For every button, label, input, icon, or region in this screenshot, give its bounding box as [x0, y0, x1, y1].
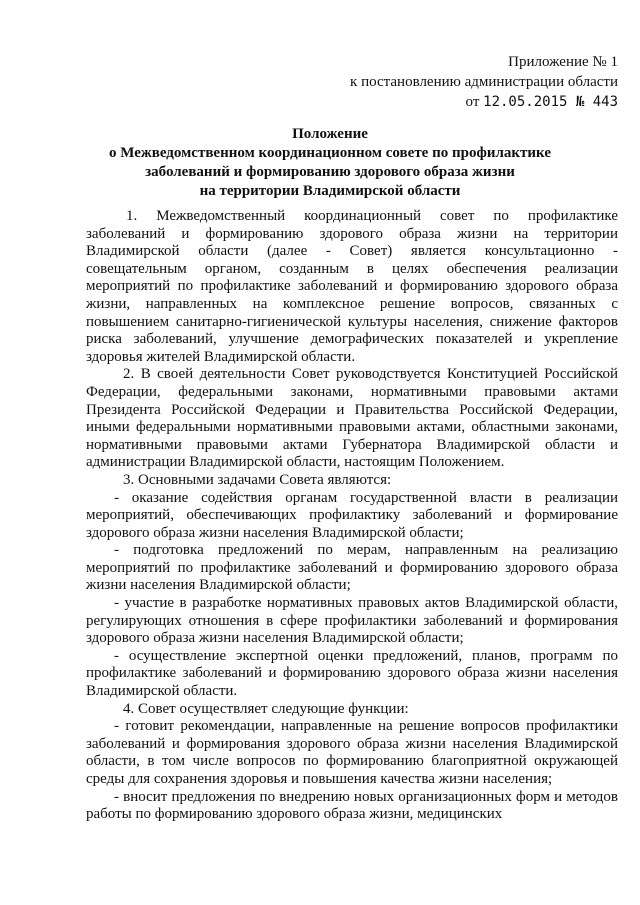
- task-item: - подготовка предложений по мерам, направленным на реализацию мероприятий по профилактике заболеваний и формированию здорового образа жизни населения Владимирской области;: [86, 542, 618, 594]
- appendix-date-line: [330, 92, 618, 112]
- title-line-2: о Межведомственном координационном совете по профилактике: [108, 145, 551, 161]
- function-item: - вносит предложения по внедрению новых организационных форм и методов работы по формированию здорового образа жизни, медицинских: [86, 788, 618, 823]
- title-line-4: на территории Владимирской области: [199, 183, 461, 199]
- title-line-3: заболеваний и формированию здорового образа жизни: [145, 164, 515, 180]
- date-prefix: от: [465, 94, 480, 110]
- function-item: - готовит рекомендации, направленные на решение вопросов профилактики заболеваний и формирования здорового образа жизни населения Владимирской области, в том числе вопросов по формированию благоприятной окружающей среды для сохранения здоровья и повышения качества жизни населения;: [86, 718, 618, 787]
- task-item: - осуществление экспертной оценки предложений, планов, программ по профилактике заболеваний и формированию здорового образа жизни населения Владимирской области.: [86, 647, 618, 700]
- document-title: [80, 125, 580, 201]
- paragraph-2: 2. В своей деятельности Совет руководствуется Конституцией Российской Федерации, федеральными законами, нормативными правовыми актами Президента Российской Федерации и Правительства Российской Федерации, иными федеральными нормативными правовыми актами, областными законами, нормативными правовыми актами Губернатора Владимирской области и администрации Владимирской области, настоящим Положением.: [86, 366, 618, 471]
- paragraph-4-heading: 4. Совет осуществляет следующие функции:: [123, 700, 409, 717]
- appendix-header: [330, 52, 618, 112]
- task-item: - участие в разработке нормативных правовых актов Владимирской области, регулирующих отношения в сфере профилактики заболеваний и формирования здорового образа жизни населения Владимирской области;: [86, 595, 618, 647]
- appendix-reference: к постановлению администрации области: [350, 74, 618, 90]
- paragraph-3-heading: 3. Основными задачами Совета являются:: [123, 471, 392, 488]
- title-line-1: Положение: [292, 126, 368, 142]
- document-body: [86, 208, 618, 824]
- paragraph-1: 1. Межведомственный координационный совет по профилактике заболеваний и формированию здорового образа жизни на территории Владимирской области (далее - Совет) является консультационно - совещательным органом, созданным в целях обеспечения реализации мероприятий по профилактике заболеваний и формированию здорового образа жизни, направленных на комплексное решение вопросов, связанных с повышением санитарно-гигиенической культуры населения, снижение факторов риска заболеваний, улучшение демографических показателей и укрепление здоровья жителей Владимирской области.: [86, 208, 618, 365]
- date-number-stamp: 12.05.2015 № 443: [483, 94, 618, 110]
- task-item: - оказание содействия органам государственной власти в реализации мероприятий, обеспечивающих профилактику заболеваний и формирование здорового образа жизни населения Владимирской области;: [86, 489, 618, 541]
- appendix-title: Приложение № 1: [508, 54, 618, 70]
